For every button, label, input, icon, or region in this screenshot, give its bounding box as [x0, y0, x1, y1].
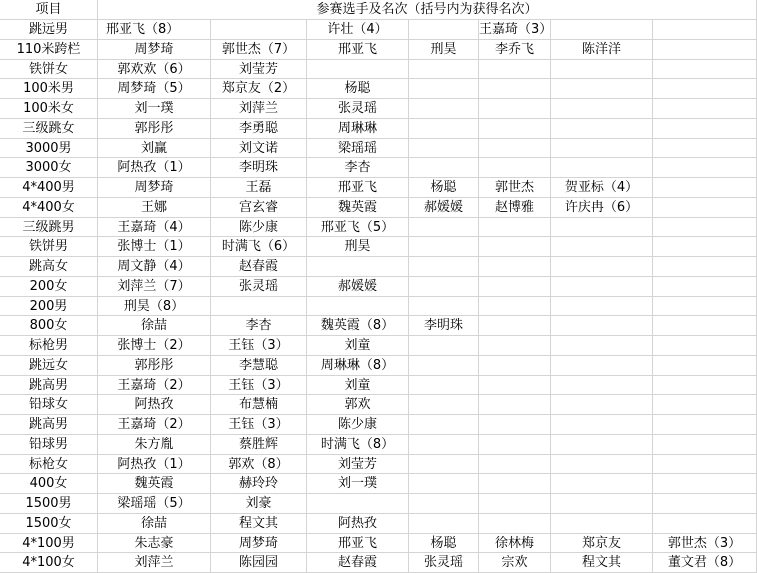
event-cell[interactable]: 三级跳女 — [0, 119, 98, 139]
athlete-cell[interactable]: 张灵瑶 — [211, 277, 307, 297]
athlete-cell[interactable] — [409, 376, 479, 396]
athlete-cell[interactable] — [409, 139, 479, 159]
athlete-cell[interactable] — [479, 395, 551, 415]
athlete-cell[interactable]: 周梦琦 — [98, 40, 211, 60]
athlete-cell[interactable]: 王嘉琦（2） — [98, 376, 211, 396]
athlete-cell[interactable]: 周梦琦 — [98, 178, 211, 198]
event-cell[interactable]: 200女 — [0, 277, 98, 297]
athlete-cell[interactable] — [653, 277, 757, 297]
athlete-cell[interactable]: 宗欢 — [479, 553, 551, 573]
event-cell[interactable]: 4*100女 — [0, 553, 98, 573]
athlete-cell[interactable]: 陈园园 — [211, 553, 307, 573]
athlete-cell[interactable] — [409, 119, 479, 139]
athlete-cell[interactable] — [551, 20, 653, 40]
athlete-cell[interactable]: 郭彤彤 — [98, 356, 211, 376]
athlete-cell[interactable]: 邢亚飞（8） — [98, 20, 211, 40]
athlete-cell[interactable]: 时满飞（8） — [307, 435, 409, 455]
athlete-cell[interactable]: 梁瑶瑶（5） — [98, 494, 211, 514]
athlete-cell[interactable] — [653, 20, 757, 40]
athlete-cell[interactable] — [653, 139, 757, 159]
athlete-cell[interactable]: 赵春霞 — [211, 257, 307, 277]
athlete-cell[interactable] — [479, 139, 551, 159]
athlete-cell[interactable]: 王娜 — [98, 198, 211, 218]
athlete-cell[interactable] — [653, 79, 757, 99]
athlete-cell[interactable]: 王磊 — [211, 178, 307, 198]
athlete-cell[interactable] — [479, 415, 551, 435]
athlete-cell[interactable] — [653, 395, 757, 415]
athlete-cell[interactable]: 徐喆 — [98, 514, 211, 534]
athlete-cell[interactable] — [211, 20, 307, 40]
athlete-cell[interactable]: 杨聪 — [409, 178, 479, 198]
athlete-cell[interactable]: 刘萍兰 — [98, 553, 211, 573]
event-cell[interactable]: 4*400女 — [0, 198, 98, 218]
athlete-cell[interactable]: 刘童 — [307, 376, 409, 396]
athlete-cell[interactable] — [653, 356, 757, 376]
athlete-cell[interactable]: 周琳琳（8） — [307, 356, 409, 376]
athlete-cell[interactable]: 梁瑶瑶 — [307, 139, 409, 159]
athlete-cell[interactable] — [551, 99, 653, 119]
athlete-cell[interactable]: 许庆冉（6） — [551, 198, 653, 218]
athlete-cell[interactable]: 刑昊 — [409, 40, 479, 60]
athlete-cell[interactable] — [551, 79, 653, 99]
athlete-cell[interactable] — [479, 494, 551, 514]
athlete-cell[interactable]: 邢亚飞 — [307, 40, 409, 60]
athlete-cell[interactable]: 阿热孜 — [307, 514, 409, 534]
athlete-cell[interactable]: 邢亚飞 — [307, 178, 409, 198]
athlete-cell[interactable] — [409, 158, 479, 178]
athlete-cell[interactable] — [409, 435, 479, 455]
athlete-cell[interactable] — [479, 474, 551, 494]
athlete-cell[interactable] — [653, 415, 757, 435]
athlete-cell[interactable]: 邢亚飞 — [307, 534, 409, 554]
event-cell[interactable]: 跳远女 — [0, 356, 98, 376]
athlete-cell[interactable]: 邢亚飞（5） — [307, 218, 409, 238]
athlete-cell[interactable]: 刘一璞 — [98, 99, 211, 119]
event-cell[interactable]: 三级跳男 — [0, 218, 98, 238]
athlete-cell[interactable]: 张灵瑶 — [307, 99, 409, 119]
athlete-cell[interactable] — [307, 257, 409, 277]
athlete-cell[interactable]: 刑昊（8） — [98, 297, 211, 317]
athlete-cell[interactable] — [409, 455, 479, 475]
athlete-cell[interactable]: 郭彤彤 — [98, 119, 211, 139]
event-cell[interactable]: 铁饼女 — [0, 60, 98, 80]
athlete-cell[interactable] — [551, 435, 653, 455]
athlete-cell[interactable] — [653, 178, 757, 198]
athlete-cell[interactable] — [653, 336, 757, 356]
athlete-cell[interactable] — [409, 218, 479, 238]
athlete-cell[interactable] — [479, 316, 551, 336]
athlete-cell[interactable] — [551, 119, 653, 139]
athlete-cell[interactable] — [551, 218, 653, 238]
athlete-cell[interactable]: 陈洋洋 — [551, 40, 653, 60]
athlete-cell[interactable]: 刘萍兰 — [211, 99, 307, 119]
event-cell[interactable]: 4*400男 — [0, 178, 98, 198]
athlete-cell[interactable]: 刘赢 — [98, 139, 211, 159]
header-participants-cell[interactable]: 参赛选手及名次（括号内为获得名次） — [98, 0, 757, 20]
athlete-cell[interactable]: 周琳琳 — [307, 119, 409, 139]
athlete-cell[interactable]: 董文君（8） — [653, 553, 757, 573]
athlete-cell[interactable] — [409, 277, 479, 297]
athlete-cell[interactable] — [551, 336, 653, 356]
athlete-cell[interactable] — [551, 257, 653, 277]
athlete-cell[interactable]: 魏英霞 — [98, 474, 211, 494]
athlete-cell[interactable]: 阿热孜 — [98, 395, 211, 415]
athlete-cell[interactable] — [307, 494, 409, 514]
athlete-cell[interactable]: 郭欢欢（6） — [98, 60, 211, 80]
event-cell[interactable]: 800女 — [0, 316, 98, 336]
athlete-cell[interactable] — [479, 99, 551, 119]
athlete-cell[interactable] — [409, 20, 479, 40]
athlete-cell[interactable] — [551, 139, 653, 159]
athlete-cell[interactable] — [551, 455, 653, 475]
athlete-cell[interactable] — [653, 60, 757, 80]
athlete-cell[interactable]: 刘萍兰（7） — [98, 277, 211, 297]
event-cell[interactable]: 跳远男 — [0, 20, 98, 40]
athlete-cell[interactable]: 郝媛媛 — [307, 277, 409, 297]
athlete-cell[interactable]: 李勇聪 — [211, 119, 307, 139]
athlete-cell[interactable]: 时满飞（6） — [211, 237, 307, 257]
athlete-cell[interactable]: 徐喆 — [98, 316, 211, 336]
athlete-cell[interactable]: 李杏 — [307, 158, 409, 178]
athlete-cell[interactable] — [551, 376, 653, 396]
athlete-cell[interactable]: 周梦琦（5） — [98, 79, 211, 99]
athlete-cell[interactable] — [653, 158, 757, 178]
athlete-cell[interactable] — [409, 257, 479, 277]
athlete-cell[interactable] — [551, 237, 653, 257]
athlete-cell[interactable]: 王嘉琦（3） — [479, 20, 551, 40]
athlete-cell[interactable]: 程文其 — [551, 553, 653, 573]
athlete-cell[interactable] — [653, 198, 757, 218]
event-cell[interactable]: 铅球女 — [0, 395, 98, 415]
athlete-cell[interactable]: 阿热孜（1） — [98, 455, 211, 475]
athlete-cell[interactable]: 王嘉琦（2） — [98, 415, 211, 435]
athlete-cell[interactable] — [409, 415, 479, 435]
athlete-cell[interactable] — [409, 474, 479, 494]
athlete-cell[interactable]: 布慧楠 — [211, 395, 307, 415]
athlete-cell[interactable] — [551, 474, 653, 494]
athlete-cell[interactable]: 魏英霞（8） — [307, 316, 409, 336]
athlete-cell[interactable]: 赵博雅 — [479, 198, 551, 218]
athlete-cell[interactable]: 李明珠 — [409, 316, 479, 336]
athlete-cell[interactable]: 郭世杰（3） — [653, 534, 757, 554]
athlete-cell[interactable] — [551, 316, 653, 336]
athlete-cell[interactable]: 张博士（1） — [98, 237, 211, 257]
athlete-cell[interactable]: 许壮（4） — [307, 20, 409, 40]
athlete-cell[interactable]: 刘一璞 — [307, 474, 409, 494]
athlete-cell[interactable]: 陈少康 — [211, 218, 307, 238]
athlete-cell[interactable]: 朱志豪 — [98, 534, 211, 554]
athlete-cell[interactable] — [479, 158, 551, 178]
event-cell[interactable]: 跳高男 — [0, 415, 98, 435]
athlete-cell[interactable] — [479, 119, 551, 139]
athlete-cell[interactable]: 郭欢（8） — [211, 455, 307, 475]
athlete-cell[interactable] — [653, 474, 757, 494]
athlete-cell[interactable]: 李明珠 — [211, 158, 307, 178]
athlete-cell[interactable] — [479, 79, 551, 99]
athlete-cell[interactable]: 郭世杰（7） — [211, 40, 307, 60]
athlete-cell[interactable]: 宫玄睿 — [211, 198, 307, 218]
athlete-cell[interactable]: 郝媛媛 — [409, 198, 479, 218]
athlete-cell[interactable] — [479, 356, 551, 376]
athlete-cell[interactable]: 徐林梅 — [479, 534, 551, 554]
athlete-cell[interactable] — [409, 356, 479, 376]
athlete-cell[interactable]: 刘莹芳 — [307, 455, 409, 475]
athlete-cell[interactable] — [551, 395, 653, 415]
athlete-cell[interactable]: 王钰（3） — [211, 336, 307, 356]
athlete-cell[interactable]: 李慧聪 — [211, 356, 307, 376]
athlete-cell[interactable] — [653, 435, 757, 455]
event-cell[interactable]: 铁饼男 — [0, 237, 98, 257]
athlete-cell[interactable] — [479, 60, 551, 80]
athlete-cell[interactable] — [409, 336, 479, 356]
athlete-cell[interactable] — [653, 257, 757, 277]
athlete-cell[interactable]: 赵春霞 — [307, 553, 409, 573]
athlete-cell[interactable] — [409, 60, 479, 80]
athlete-cell[interactable] — [409, 99, 479, 119]
athlete-cell[interactable] — [479, 237, 551, 257]
athlete-cell[interactable] — [479, 218, 551, 238]
athlete-cell[interactable]: 刘童 — [307, 336, 409, 356]
event-cell[interactable]: 1500男 — [0, 494, 98, 514]
athlete-cell[interactable]: 杨聪 — [307, 79, 409, 99]
athlete-cell[interactable] — [551, 356, 653, 376]
athlete-cell[interactable] — [479, 435, 551, 455]
athlete-cell[interactable]: 张灵瑶 — [409, 553, 479, 573]
event-cell[interactable]: 3000男 — [0, 139, 98, 159]
athlete-cell[interactable] — [479, 336, 551, 356]
athlete-cell[interactable] — [653, 218, 757, 238]
athlete-cell[interactable]: 王钰（3） — [211, 376, 307, 396]
athlete-cell[interactable]: 周梦琦 — [211, 534, 307, 554]
athlete-cell[interactable] — [409, 514, 479, 534]
event-cell[interactable]: 3000女 — [0, 158, 98, 178]
event-cell[interactable]: 跳高女 — [0, 257, 98, 277]
athlete-cell[interactable] — [409, 237, 479, 257]
athlete-cell[interactable] — [653, 455, 757, 475]
athlete-cell[interactable] — [479, 297, 551, 317]
athlete-cell[interactable] — [479, 277, 551, 297]
athlete-cell[interactable] — [409, 494, 479, 514]
athlete-cell[interactable] — [653, 514, 757, 534]
athlete-cell[interactable] — [479, 257, 551, 277]
athlete-cell[interactable]: 陈少康 — [307, 415, 409, 435]
athlete-cell[interactable]: 朱方胤 — [98, 435, 211, 455]
event-cell[interactable]: 铅球男 — [0, 435, 98, 455]
athlete-cell[interactable]: 王嘉琦（4） — [98, 218, 211, 238]
event-cell[interactable]: 标枪女 — [0, 455, 98, 475]
header-event-cell[interactable]: 项目 — [0, 0, 98, 20]
athlete-cell[interactable] — [409, 297, 479, 317]
event-cell[interactable]: 4*100男 — [0, 534, 98, 554]
athlete-cell[interactable] — [551, 158, 653, 178]
athlete-cell[interactable] — [551, 277, 653, 297]
athlete-cell[interactable] — [653, 297, 757, 317]
event-cell[interactable]: 100米女 — [0, 99, 98, 119]
athlete-cell[interactable] — [479, 455, 551, 475]
athlete-cell[interactable] — [551, 514, 653, 534]
athlete-cell[interactable] — [653, 40, 757, 60]
event-cell[interactable]: 1500女 — [0, 514, 98, 534]
event-cell[interactable]: 200男 — [0, 297, 98, 317]
athlete-cell[interactable]: 程文其 — [211, 514, 307, 534]
athlete-cell[interactable] — [551, 494, 653, 514]
athlete-cell[interactable]: 贺亚标（4） — [551, 178, 653, 198]
athlete-cell[interactable] — [551, 297, 653, 317]
athlete-cell[interactable]: 李杏 — [211, 316, 307, 336]
athlete-cell[interactable] — [653, 494, 757, 514]
athlete-cell[interactable]: 李乔飞 — [479, 40, 551, 60]
athlete-cell[interactable] — [653, 119, 757, 139]
athlete-cell[interactable]: 张博士（2） — [98, 336, 211, 356]
athlete-cell[interactable] — [653, 376, 757, 396]
athlete-cell[interactable]: 杨聪 — [409, 534, 479, 554]
athlete-cell[interactable]: 刑昊 — [307, 237, 409, 257]
athlete-cell[interactable]: 郑京友 — [551, 534, 653, 554]
athlete-cell[interactable] — [551, 60, 653, 80]
event-cell[interactable]: 110米跨栏 — [0, 40, 98, 60]
athlete-cell[interactable]: 赫玲玲 — [211, 474, 307, 494]
athlete-cell[interactable]: 蔡胜辉 — [211, 435, 307, 455]
athlete-cell[interactable]: 周文静（4） — [98, 257, 211, 277]
athlete-cell[interactable]: 郭世杰 — [479, 178, 551, 198]
athlete-cell[interactable]: 刘莹芳 — [211, 60, 307, 80]
athlete-cell[interactable]: 刘豪 — [211, 494, 307, 514]
athlete-cell[interactable] — [307, 60, 409, 80]
event-cell[interactable]: 标枪男 — [0, 336, 98, 356]
athlete-cell[interactable] — [211, 297, 307, 317]
athlete-cell[interactable]: 魏英霞 — [307, 198, 409, 218]
athlete-cell[interactable] — [653, 316, 757, 336]
athlete-cell[interactable] — [409, 79, 479, 99]
athlete-cell[interactable] — [307, 297, 409, 317]
athlete-cell[interactable]: 郑京友（2） — [211, 79, 307, 99]
event-cell[interactable]: 100米男 — [0, 79, 98, 99]
athlete-cell[interactable] — [653, 237, 757, 257]
athlete-cell[interactable]: 阿热孜（1） — [98, 158, 211, 178]
athlete-cell[interactable] — [479, 514, 551, 534]
athlete-cell[interactable] — [409, 395, 479, 415]
event-cell[interactable]: 跳高男 — [0, 376, 98, 396]
athlete-cell[interactable]: 郭欢 — [307, 395, 409, 415]
event-cell[interactable]: 400女 — [0, 474, 98, 494]
athlete-cell[interactable] — [653, 99, 757, 119]
athlete-cell[interactable]: 刘文诺 — [211, 139, 307, 159]
athlete-cell[interactable] — [551, 415, 653, 435]
athlete-cell[interactable]: 王钰（3） — [211, 415, 307, 435]
athlete-cell[interactable] — [479, 376, 551, 396]
